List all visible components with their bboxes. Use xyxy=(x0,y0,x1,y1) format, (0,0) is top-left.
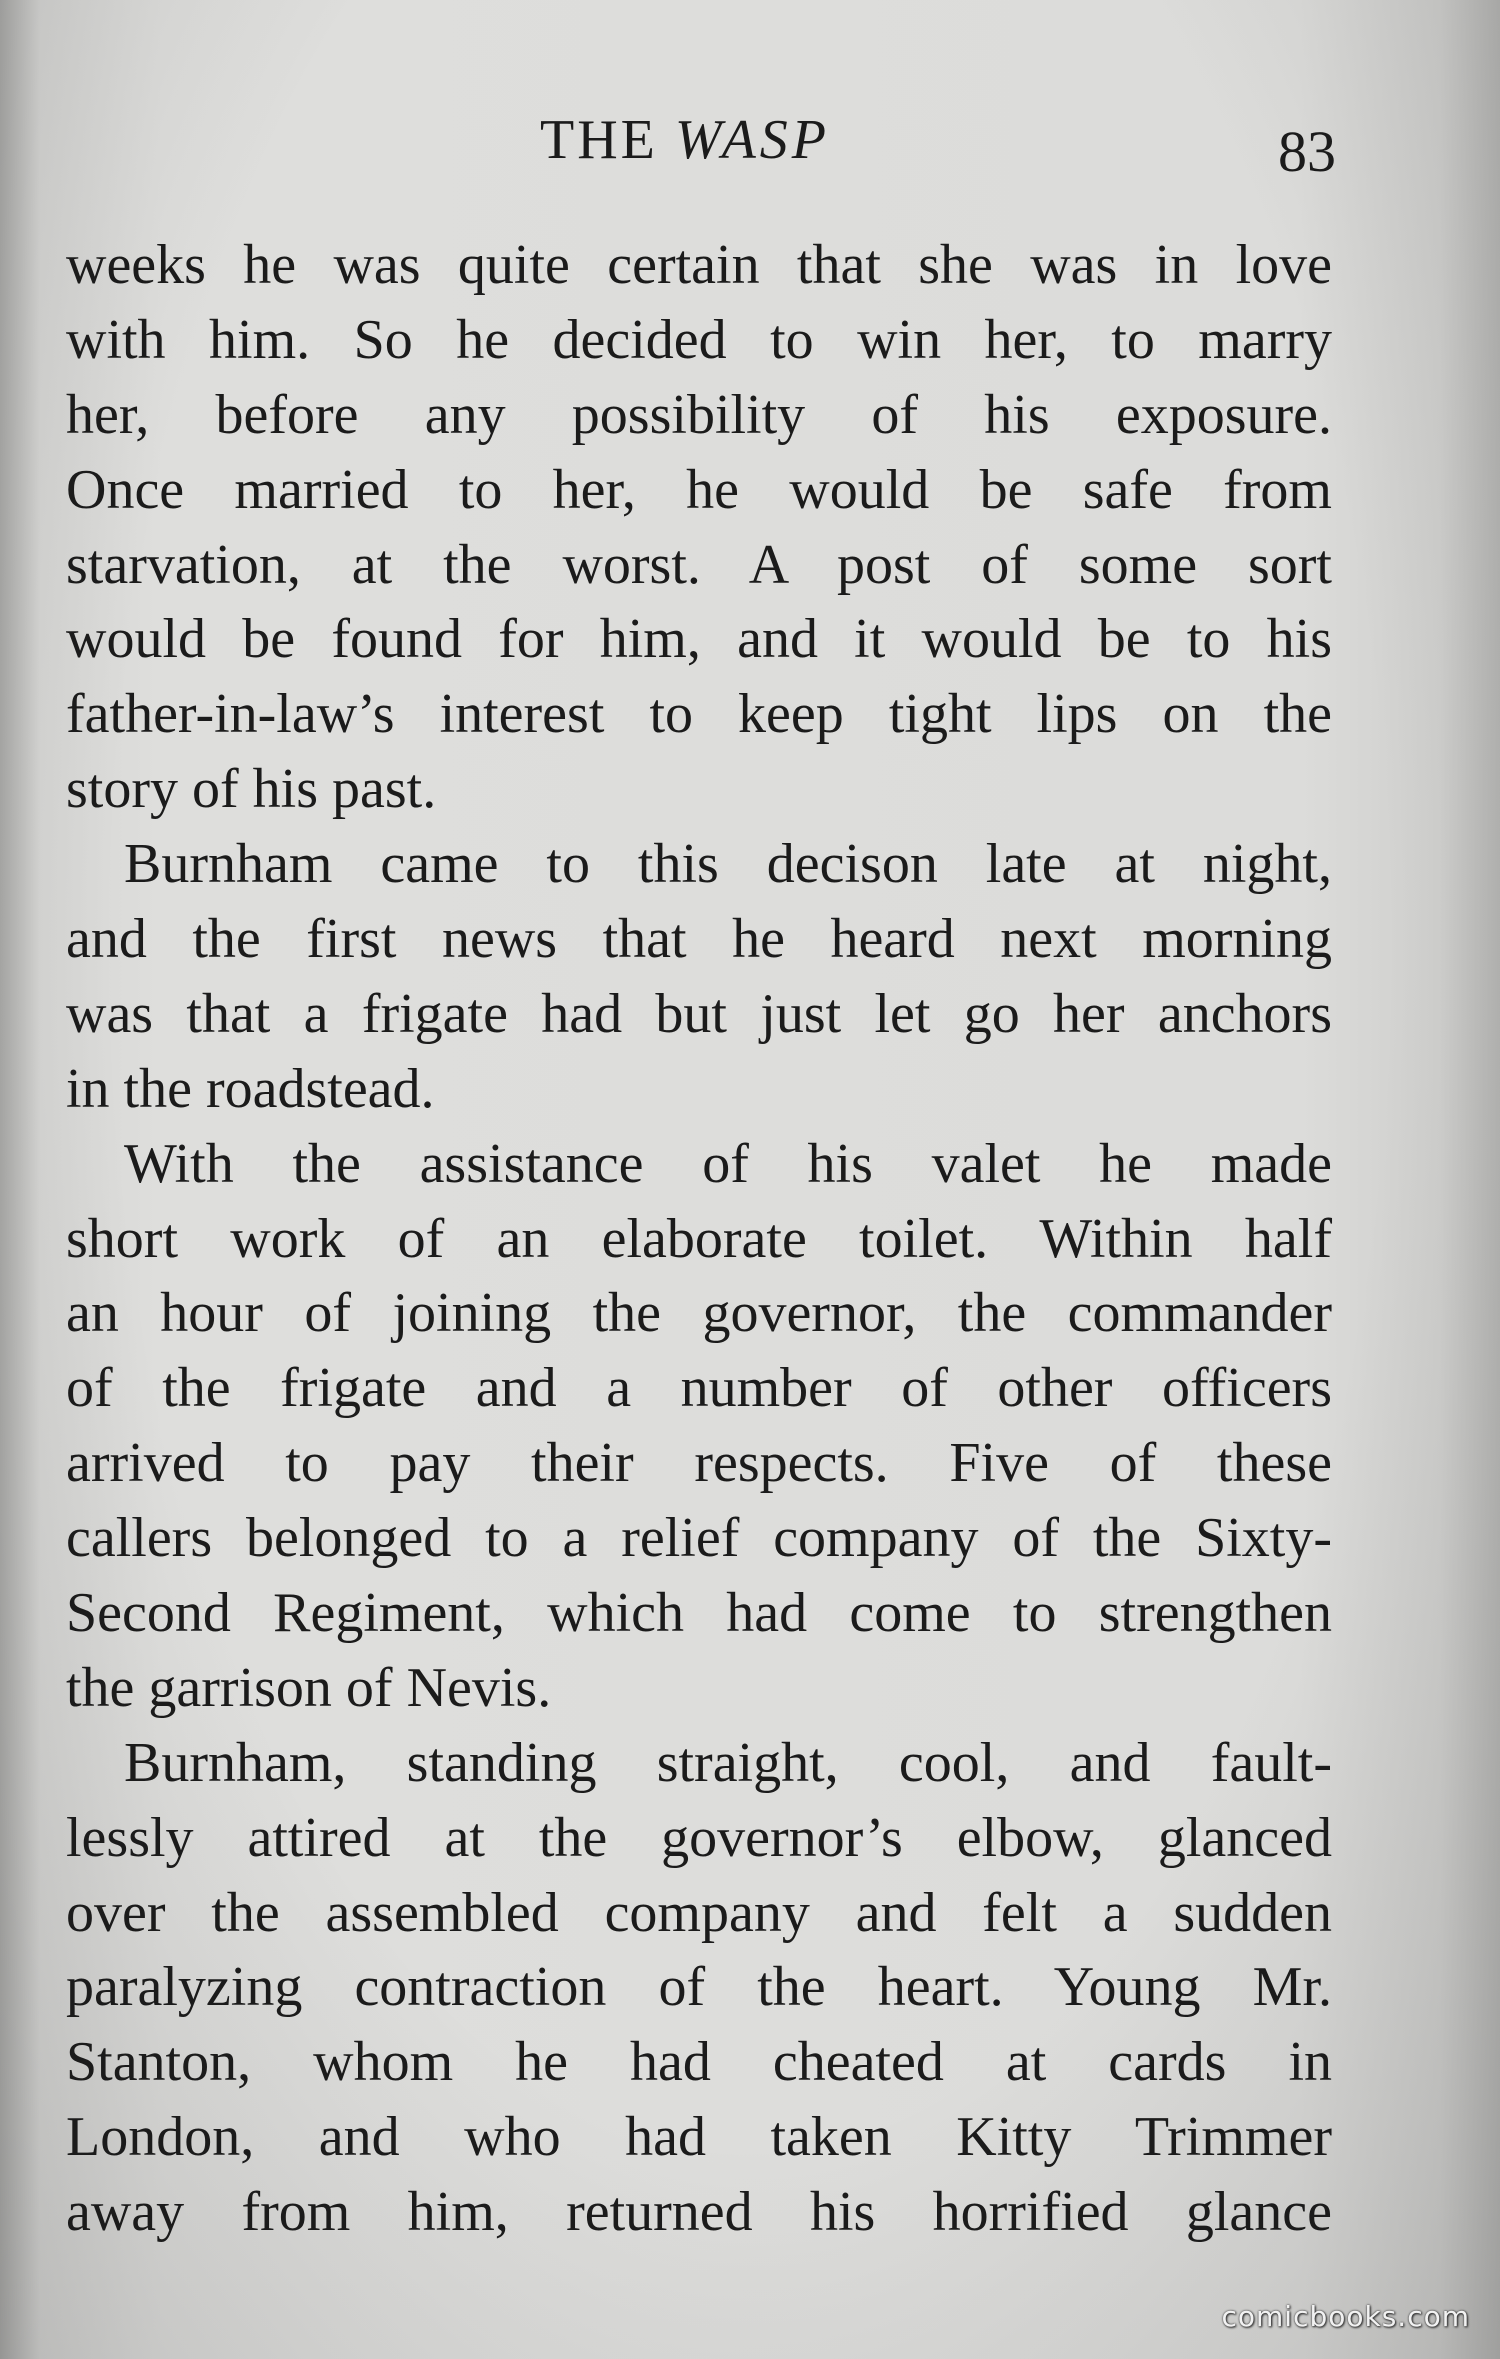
text-line: arrived to pay their respects. Five of these xyxy=(66,1432,1332,1495)
text-line: an hour of joining the governor, the commander xyxy=(66,1282,1332,1345)
text-line: callers belonged to a relief company of the Sixty- xyxy=(66,1507,1332,1570)
text-line: in the roadstead. xyxy=(66,1057,435,1120)
text-line: and the first news that he heard next morning xyxy=(66,908,1332,971)
text-line: away from him, returned his horrified glance xyxy=(66,2181,1332,2244)
title-prefix: THE xyxy=(540,109,658,171)
text-line: Burnham came to this decison late at night, xyxy=(124,833,1332,896)
text-line: her, before any possibility of his exposure. xyxy=(66,383,1332,446)
body-text xyxy=(66,228,1332,2250)
text-line: father-in-law’s interest to keep tight lips on the xyxy=(66,683,1332,746)
text-line: starvation, at the worst. A post of some sort xyxy=(66,533,1332,596)
text-line: Burnham, standing straight, cool, and fault- xyxy=(124,1731,1332,1794)
text-line: story of his past. xyxy=(66,758,437,821)
text-line: would be found for him, and it would be to his xyxy=(66,608,1332,671)
text-line: Once married to her, he would be safe from xyxy=(66,458,1332,521)
text-line: Stanton, whom he had cheated at cards in xyxy=(66,2031,1332,2094)
text-line: weeks he was quite certain that she was in love xyxy=(66,234,1332,296)
title-italic: WASP xyxy=(674,109,831,171)
text-line: of the frigate and a number of other officers xyxy=(66,1357,1332,1420)
running-title xyxy=(540,108,830,172)
page-number: 83 xyxy=(1278,119,1336,184)
text-line: Second Regiment, which had come to strengthen xyxy=(66,1582,1332,1645)
text-line: short work of an elaborate toilet. Within half xyxy=(66,1207,1332,1270)
text-line: lessly attired at the governor’s elbow, glanced xyxy=(66,1806,1332,1869)
text-line: over the assembled company and felt a sudden xyxy=(66,1881,1332,1944)
text-line: London, and who had taken Kitty Trimmer xyxy=(66,2106,1332,2169)
text-line: With the assistance of his valet he made xyxy=(124,1132,1332,1195)
text-line: with him. So he decided to win her, to marry xyxy=(66,308,1332,371)
text-line: was that a frigate had but just let go her anchors xyxy=(66,982,1332,1045)
text-line: the garrison of Nevis. xyxy=(66,1656,552,1719)
watermark: comicbooks.com xyxy=(1221,2300,1470,2333)
running-header xyxy=(0,108,1500,184)
text-line: paralyzing contraction of the heart. Young Mr. xyxy=(66,1956,1332,2019)
